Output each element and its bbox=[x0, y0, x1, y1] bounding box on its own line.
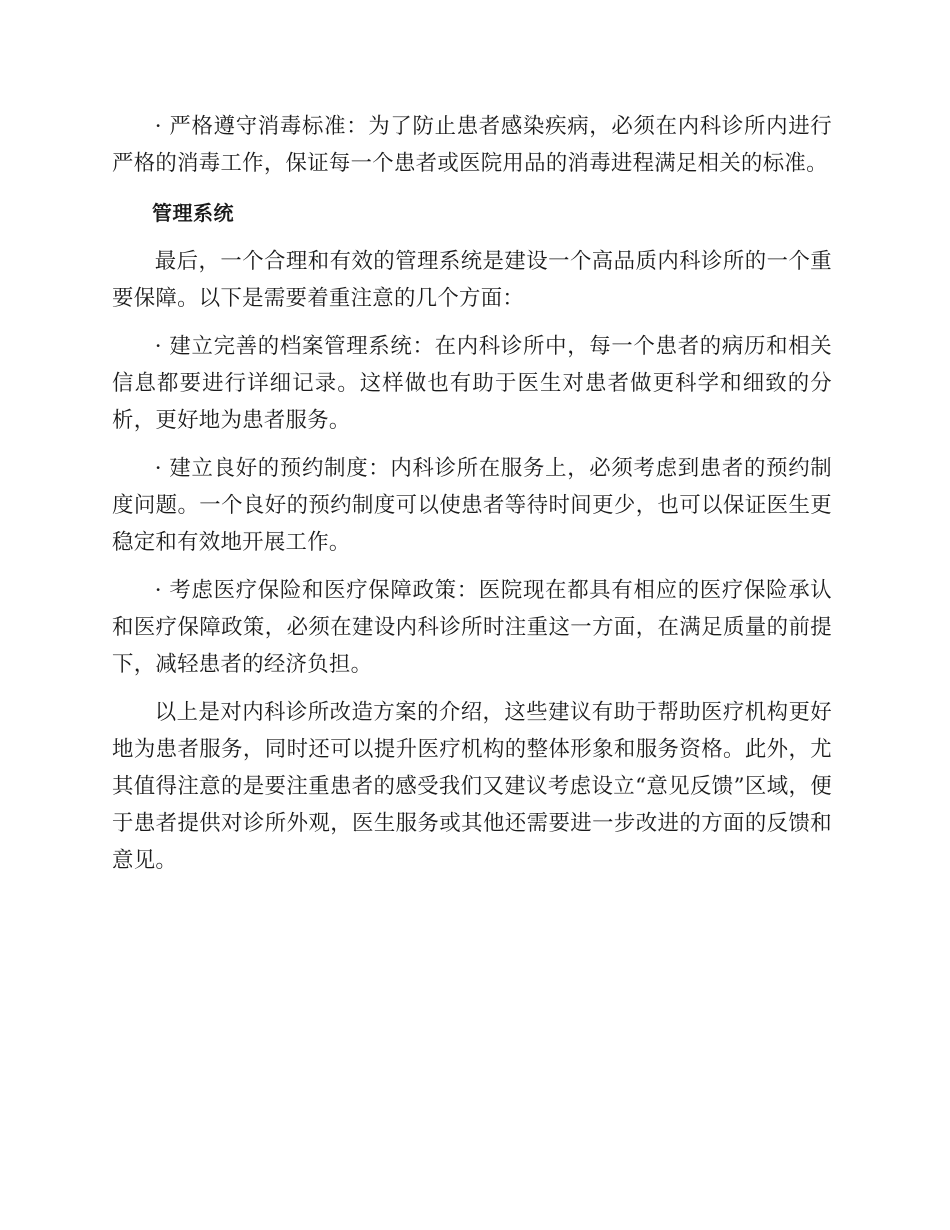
bullet-insurance-policy: · 考虑医疗保险和医疗保障政策：医院现在都具有相应的医疗保险承认和医疗保障政策，必须在建设内科诊所时注重这一方面，在满足质量的前提下，减轻患者的经济负担。 bbox=[112, 578, 832, 677]
bullet-disinfection-standard: · 严格遵守消毒标准：为了防止患者感染疾病，必须在内科诊所内进行严格的消毒工作，保证每一个患者或医院用品的消毒进程满足相关的标准。 bbox=[112, 114, 832, 176]
conclusion-paragraph: 以上是对内科诊所改造方案的介绍，这些建议有助于帮助医疗机构更好地为患者服务，同时还可以提升医疗机构的整体形象和服务资格。此外，尤其值得注意的是要注重患者的感受我们又建议考虑设立“意见反馈”区域，便于患者提供对诊所外观，医生服务或其他还需要进一步改进的方面的反馈和意见。 bbox=[112, 700, 832, 873]
bullet-appointment-system: · 建立良好的预约制度：内科诊所在服务上，必须考虑到患者的预约制度问题。一个良好的预约制度可以使患者等待时间更少，也可以保证医生更稳定和有效地开展工作。 bbox=[112, 456, 832, 555]
document-body bbox=[112, 108, 832, 890]
management-intro-paragraph: 最后，一个合理和有效的管理系统是建设一个高品质内科诊所的一个重要保障。以下是需要着重注意的几个方面： bbox=[112, 249, 832, 311]
bullet-records-management: · 建立完善的档案管理系统：在内科诊所中，每一个患者的病历和相关信息都要进行详细记录。这样做也有助于医生对患者做更科学和细致的分析，更好地为患者服务。 bbox=[112, 334, 832, 433]
section-heading-management-system: 管理系统 bbox=[152, 201, 234, 225]
